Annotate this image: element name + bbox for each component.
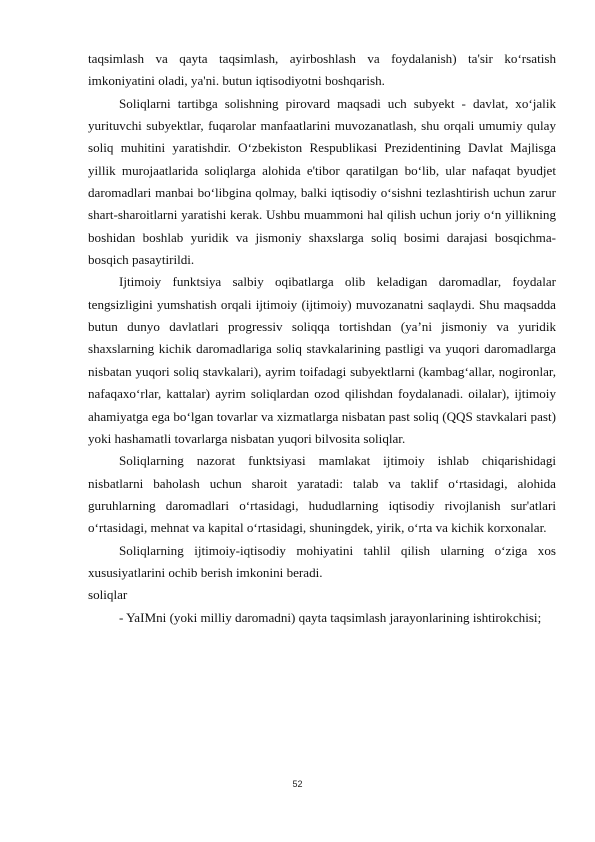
paragraph-continuation: taqsimlash va qayta taqsimlash, ayirboshlash va foydalanish) ta'sir ko‘rsatish imkoniyatini oladi, ya'ni. butun iqtisodiyotni boshqarish.: [88, 51, 556, 89]
paragraph-social-function: Ijtimoiy funktsiya salbiy oqibatlarga olib keladigan daromadlar, foydalar tengsizligini yumshatish orqali ijtimoiy (ijtimoiy) muvozanatni saqlaydi. Shu maqsadda butun dunyo davlatlari progressiv soliqqa tortishdan (ya’ni jismoniy va yuridik shaxslarning kichik daromadlariga soliq stavkalarining pastligi va yuqori daromadlarga nisbatan yuqori soliq stavkalari), ayrim toifadagi subyektlarni (kambag‘allar, nogironlar, nafaqaxo‘rlar, kattalar) ayrim soliqlardan ozod qilishdan foydalanadi. oilalar), ijtimoiy ahamiyatga ega bo‘lgan tovarlar va xizmatlarga nisbatan past soliq (QQS stavkalari past) yoki hashamatli tovarlarga nisbatan yuqori bilvosita soliqlar.: [88, 274, 556, 446]
paragraph-soliqlar: soliqlar: [88, 587, 128, 603]
list-item-gdp-redistribution: - YaIMni (yoki milliy daromadni) qayta taqsimlash jarayonlarining ishtirokchisi;: [119, 609, 542, 625]
page-number: 52: [292, 779, 303, 789]
paragraph-tax-regulation-intro: Soliqlarni tartibga solishning pirovard maqsadi uch subyekt - davlat, xo‘jalik yurituvchi subyektlar, fuqarolar manfaatlarini muvozanatlash, shu orqali umumiy qulay soliq muhitini yaratishdir. O‘zbekiston Respublikasi Prezidentining Davlat Majlisga yillik murojaatlarida soliqlarga alohida e'tibor qaratilgan bo‘lib, ular nafaqat byudjet daromadlari manbai bo‘libgina qolmay, balki iqtisodiy o‘sishni tezlashtirish uchun zarur shart-sharoitlarni yaratishi kerak. Ushbu muammoni hal qilish uchun joriy o‘n yillikning boshidan boshlab yuridik va jismoniy shaxslarga soliq bosimi darajasi bosqichma-bosqich pasaytirildi.: [88, 95, 556, 268]
paragraph-control-function: Soliqlarning nazorat funktsiyasi mamlakat ijtimoiy ishlab chiqarishidagi nisbatlarni baholash uchun sharoit yaratadi: talab va taklif o‘rtasidagi, alohida guruhlarning daromadlari o‘rtasidagi, hududlarning iqtisodiy rivojlanish sur'atlari o‘rtasidagi, mehnat va kapital o‘rtasidagi, shuningdek, yirik, o‘rta va kichik korxonalar.: [88, 453, 556, 536]
document-body: [88, 48, 556, 629]
paragraph-socio-economic-essence: Soliqlarning ijtimoiy-iqtisodiy mohiyatini tahlil qilish ularning o‘ziga xos xususiyatlarini ochib berish imkonini beradi.: [88, 542, 556, 580]
